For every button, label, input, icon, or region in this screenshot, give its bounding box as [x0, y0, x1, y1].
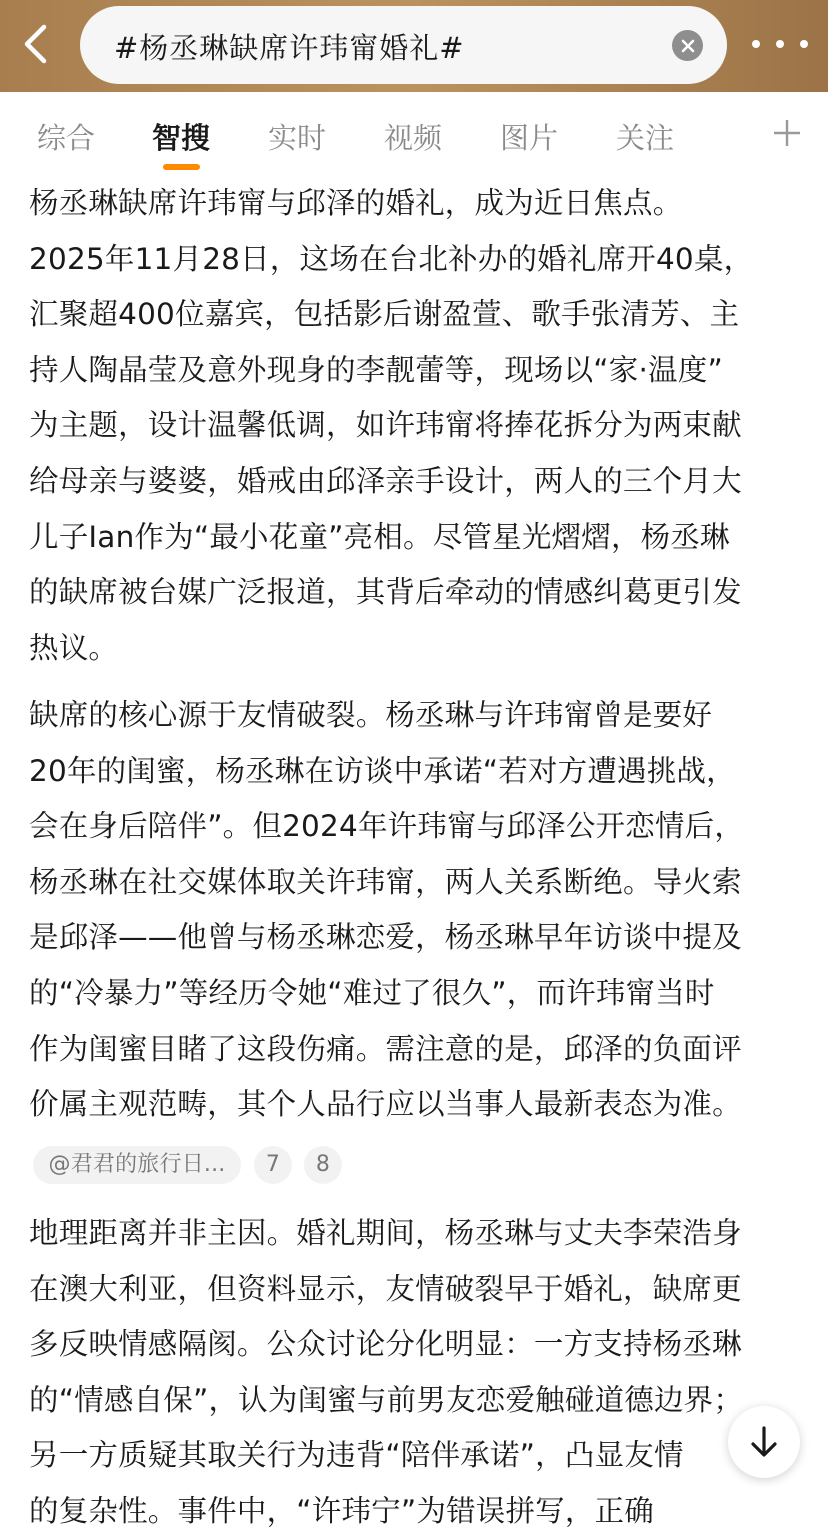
text-line: 2025年11月28日，这场在台北补办的婚礼席开40桌，	[29, 241, 754, 276]
more-dot	[776, 40, 784, 48]
close-icon	[681, 39, 695, 53]
tab-smart-search[interactable]: 智搜	[152, 121, 211, 155]
text-line: 会在身后陪伴”。但2024年许玮甯与邱泽公开恋情后，	[29, 809, 745, 844]
source-chip-7[interactable]: 7	[254, 1146, 292, 1184]
article-paragraph	[29, 688, 744, 1133]
text-line: 为主题，设计温馨低调，如许玮甯将捧花拆分为两束献	[29, 408, 742, 443]
text-line: 儿子Ian作为“最小花童”亮相。尽管星光熠熠，杨丞琳	[29, 519, 730, 554]
article-paragraph	[29, 1206, 743, 1530]
text-line: 20年的闺蜜，杨丞琳在访谈中承诺“若对方遭遇挑战，	[29, 753, 736, 788]
article-paragraph	[29, 176, 753, 676]
text-line: 给母亲与婆婆，婚戒由邱泽亲手设计，两人的三个月大	[29, 463, 742, 498]
clear-search-button[interactable]	[672, 30, 703, 61]
source-chip-author[interactable]: @君君的旅行日...	[33, 1146, 241, 1184]
text-line: 的“情感自保”，认为闺蜜与前男友恋爱触碰道德边界；	[29, 1382, 744, 1417]
more-dots-icon	[752, 40, 760, 48]
text-line: 杨丞琳在社交媒体取关许玮甯，两人关系断绝。导火索	[29, 864, 742, 899]
text-line: 热议。	[29, 630, 119, 665]
text-line: 是邱泽——他曾与杨丞琳恋爱，杨丞琳早年访谈中提及	[29, 920, 742, 955]
tab-images[interactable]: 图片	[500, 121, 559, 155]
scroll-down-button[interactable]	[728, 1406, 800, 1478]
text-line: 地理距离并非主因。婚礼期间，杨丞琳与丈夫李荣浩身	[29, 1216, 742, 1250]
source-chip-8[interactable]: 8	[304, 1146, 342, 1184]
arrow-down-icon	[749, 1425, 779, 1459]
text-line: 在澳大利亚，但资料显示，友情破裂早于婚礼，缺席更	[29, 1271, 742, 1306]
active-tab-indicator	[163, 164, 200, 170]
tab-video[interactable]: 视频	[384, 121, 443, 155]
top-bar	[0, 0, 828, 92]
text-line: 另一方质疑其取关行为违背“陪伴承诺”，凸显友情	[29, 1438, 684, 1473]
back-button[interactable]	[14, 22, 58, 66]
more-options-button[interactable]	[752, 30, 808, 58]
search-query: #杨丞琳缺席许玮甯婚礼#	[114, 31, 465, 65]
add-tab-button[interactable]	[772, 118, 802, 148]
tab-comprehensive[interactable]: 综合	[37, 121, 96, 155]
chevron-left-icon	[22, 24, 50, 64]
text-line: 作为闺蜜目睹了这段伤痛。需注意的是，邱泽的负面评	[29, 1031, 742, 1066]
tab-following[interactable]: 关注	[616, 121, 675, 155]
text-line: 多反映情感隔阂。公众讨论分化明显：一方支持杨丞琳	[29, 1327, 742, 1362]
text-line: 汇聚超400位嘉宾，包括影后谢盈萱、歌手张清芳、主	[29, 297, 740, 332]
text-line: 的缺席被台媒广泛报道，其背后牵动的情感纠葛更引发	[29, 575, 742, 610]
search-input[interactable]	[80, 6, 727, 84]
tab-realtime[interactable]: 实时	[268, 121, 327, 155]
watermark-overlay	[655, 1496, 828, 1530]
text-line: 价属主观范畴，其个人品行应以当事人最新表态为准。	[29, 1087, 742, 1122]
text-line: 持人陶晶莹及意外现身的李靓蕾等，现场以“家·温度”	[29, 352, 723, 387]
text-line: 的复杂性。事件中，“许玮宁”为错误拼写，正确	[29, 1493, 654, 1528]
text-line: 杨丞琳缺席许玮甯与邱泽的婚礼，成为近日焦点。	[29, 186, 683, 220]
text-line: 的“冷暴力”等经历令她“难过了很久”，而许玮甯当时	[29, 975, 715, 1010]
plus-icon	[772, 118, 802, 148]
text-line: 缺席的核心源于友情破裂。杨丞琳与许玮甯曾是要好	[29, 698, 713, 732]
search-tabs	[0, 92, 828, 176]
more-dot	[800, 40, 808, 48]
